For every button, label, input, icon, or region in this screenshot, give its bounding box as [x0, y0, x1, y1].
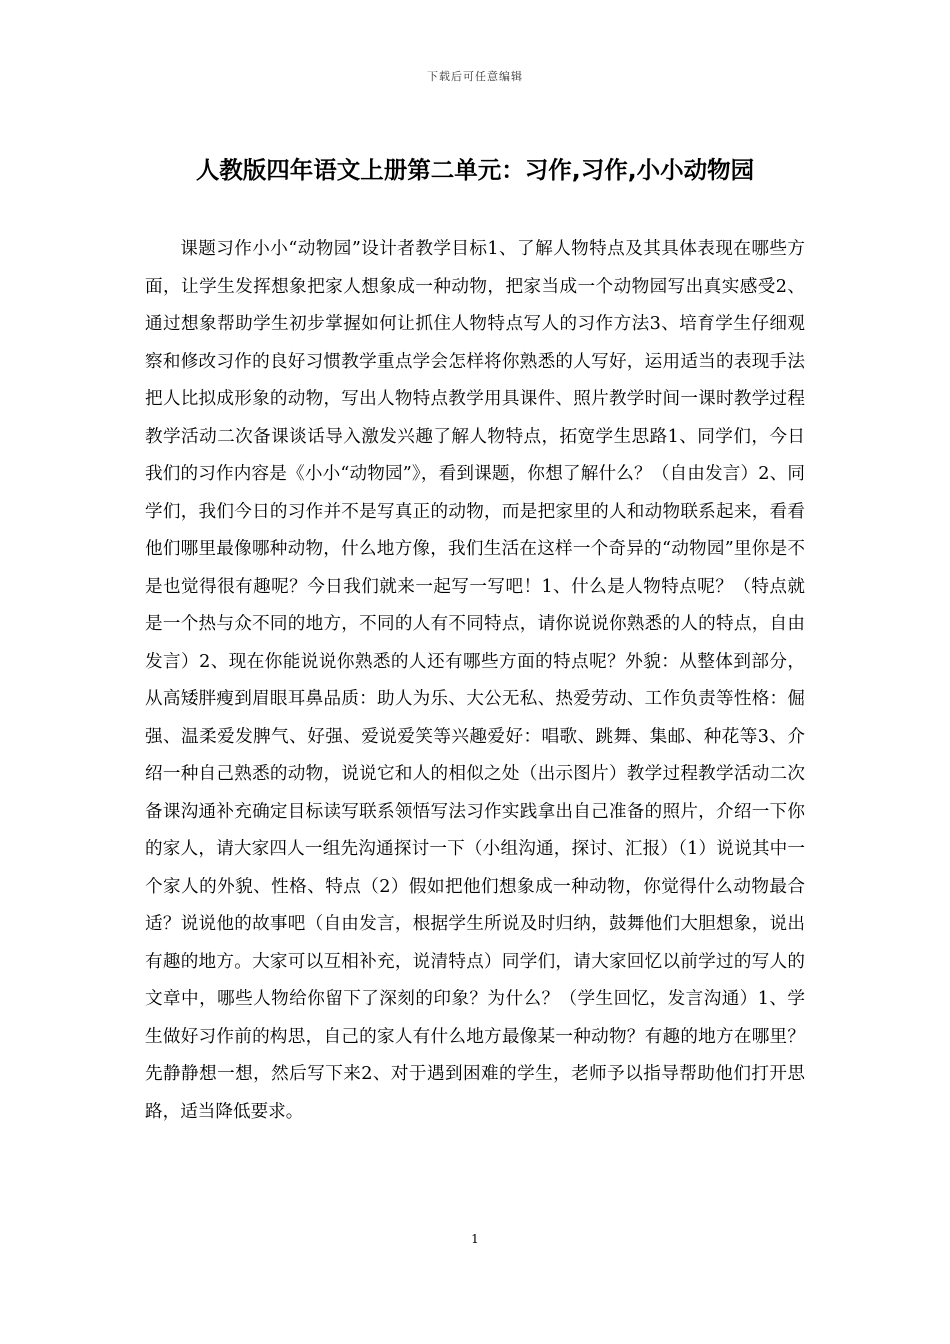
header-note: 下载后可任意编辑: [427, 70, 523, 83]
page-number: 1: [471, 1232, 479, 1246]
document-body-paragraph: 课题习作小小“动物园”设计者教学目标1、了解人物特点及其具体表现在哪些方面，让学生发挥想象把家人想象成一种动物，把家当成一个动物园写出真实感受2、通过想象帮助学生初步掌握如何让抓住人物特点写人的习作方法3、培育学生仔细观察和修改习作的良好习惯教学重点学会怎样将你熟悉的人写好，运用适当的表现手法把人比拟成形象的动物，写出人物特点教学用具课件、照片教学时间一课时教学过程教学活动二次备课谈话导入激发兴趣了解人物特点，拓宽学生思路1、同学们，今日我们的习作内容是《小小“动物园”》，看到课题，你想了解什么？（自由发言）2、同学们，我们今日的习作并不是写真正的动物，而是把家里的人和动物联系起来，看看他们哪里最像哪种动物，什么地方像，我们生活在这样一个奇异的“动物园”里你是不是也觉得很有趣呢？今日我们就来一起写一写吧！1、什么是人物特点呢？（特点就是一个热与众不同的地方，不同的人有不同特点，请你说说你熟悉的人的特点，自由发言）2、现在你能说说你熟悉的人还有哪些方面的特点呢？外貌：从整体到部分，从高矮胖瘦到眉眼耳鼻品质：助人为乐、大公无私、热爱劳动、工作负责等性格：倔强、温柔爱发脾气、好强、爱说爱笑等兴趣爱好：唱歌、跳舞、集邮、种花等3、介绍一种自己熟悉的动物，说说它和人的相似之处（出示图片）教学过程教学活动二次备课沟通补充确定目标读写联系领悟写法习作实践拿出自己准备的照片，介绍一下你的家人，请大家四人一组先沟通探讨一下（小组沟通，探讨、汇报）（1）说说其中一个家人的外貌、性格、特点（2）假如把他们想象成一种动物，你觉得什么动物最合适？说说他的故事吧（自由发言，根据学生所说及时归纳，鼓舞他们大胆想象，说出有趣的地方。大家可以互相补充，说清特点）同学们，请大家回忆以前学过的写人的文章中，哪些人物给你留下了深刻的印象？为什么？（学生回忆，发言沟通）1、学生做好习作前的构思，自己的家人有什么地方最像某一种动物？有趣的地方在哪里？先静静想一想，然后写下来2、对于遇到困难的学生，老师予以指导帮助他们打开思路，适当降低要求。: [145, 239, 805, 1122]
document-title: 人教版四年语文上册第二单元：习作,习作,小小动物园: [195, 156, 755, 184]
